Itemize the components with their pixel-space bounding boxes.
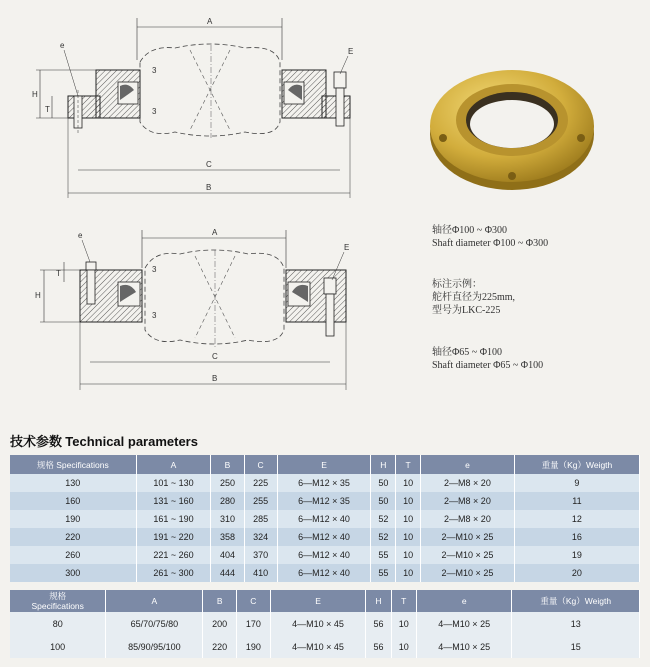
table-row: 300 261 ~ 300 444 410 6—M12 × 40 55 10 2—M10 × 25 20: [10, 564, 640, 582]
product-photo: [425, 58, 600, 193]
technical-drawings: [0, 0, 420, 420]
table-row: 160 131 ~ 160 280 255 6—M12 × 35 50 10 2—M8 × 20 11: [10, 492, 640, 510]
lower-gap-bottom: 3: [152, 311, 157, 320]
lower-label-e: e: [78, 231, 83, 240]
parameters-table-large: [10, 455, 640, 582]
lower-gap-top: 3: [152, 265, 157, 274]
upper-dim-B: B: [206, 183, 212, 192]
lower-drawing: [35, 228, 349, 390]
lower-dim-B: B: [212, 374, 218, 383]
upper-dim-T: T: [45, 105, 50, 114]
lower-dim-T: T: [56, 269, 61, 278]
upper-caption: 轴径Φ100 ~ Φ300 Shaft diameter Φ100 ~ Φ300: [432, 225, 549, 249]
upper-dim-C: C: [206, 160, 212, 169]
upper-dim-H: H: [32, 90, 38, 99]
upper-label-E: E: [348, 47, 354, 56]
parameters-table-small: [10, 590, 640, 658]
table-header-row: 规格 Specifications A B C E H T e 重量（Kg）Weigth: [10, 590, 640, 612]
table-row: 80 65/70/75/80 200 170 4—M10 × 45 56 10 4—M10 × 25 13: [10, 612, 640, 635]
upper-gap-bottom: 3: [152, 107, 157, 116]
example-caption: 标注示例： 舵杆直径为225mm, 型号为LKC-225: [432, 279, 516, 316]
upper-drawing: [32, 17, 353, 198]
table-row: 190 161 ~ 190 310 285 6—M12 × 40 52 10 2—M8 × 20 12: [10, 510, 640, 528]
upper-gap-top: 3: [152, 66, 157, 75]
table-row: 100 85/90/95/100 220 190 4—M10 × 45 56 10 4—M10 × 25 15: [10, 635, 640, 658]
lower-dim-H: H: [35, 291, 41, 300]
upper-label-e: e: [60, 41, 65, 50]
lower-dim-A: A: [212, 228, 218, 237]
lower-label-E: E: [344, 243, 350, 252]
table-row: 220 191 ~ 220 358 324 6—M12 × 40 52 10 2—M10 × 25 16: [10, 528, 640, 546]
section-title: 技术参数 Technical parameters: [10, 434, 198, 449]
upper-dim-A: A: [207, 17, 213, 26]
lower-dim-C: C: [212, 352, 218, 361]
table-header-row: 规格 Specifications A B C E H T e 重量（Kg）Weigth: [10, 455, 640, 474]
table-row: 130 101 ~ 130 250 225 6—M12 × 35 50 10 2—M8 × 20 9: [10, 474, 640, 492]
table-row: 260 221 ~ 260 404 370 6—M12 × 40 55 10 2—M10 × 25 19: [10, 546, 640, 564]
lower-caption: 轴径Φ65 ~ Φ100 Shaft diameter Φ65 ~ Φ100: [432, 347, 544, 371]
